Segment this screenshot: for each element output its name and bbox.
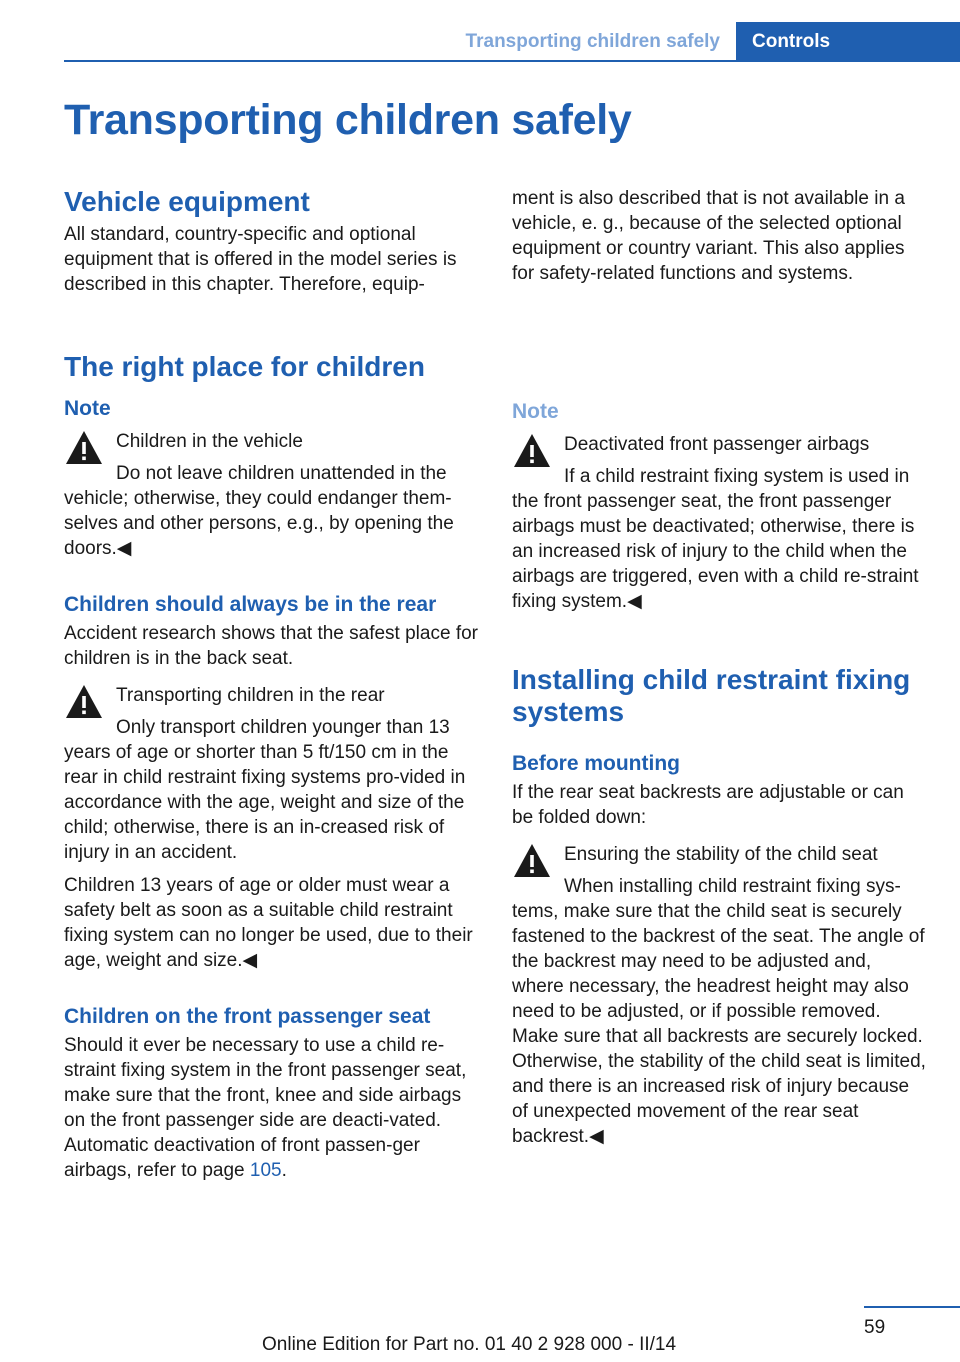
front-seat-text: Should it ever be necessary to use a child re-straint fixing system in the front passenger seat, make sure that the front, knee and side airbags on the front passenger side are deacti-vated. Automatic deactivation of front passen-ger airbags, refer to page 105.: [64, 1035, 467, 1181]
header-chapter-tab: Controls: [736, 22, 960, 62]
warning-triangle-icon: [512, 842, 552, 880]
warning-triangle-icon: [64, 683, 104, 721]
right-place-heading: The right place for children: [64, 351, 425, 382]
front-seat-heading: Children on the front passenger seat: [64, 1005, 431, 1028]
warning-block: [64, 429, 480, 561]
warning-title: Deactivated front passenger airbags: [564, 434, 870, 455]
warning-body: Only transport children younger than 13 years of age or shorter than 5 ft/150 cm in the rear in child restraint fixing systems pro-vided in accordance with the age, weight and size of the child; otherwise, there is an in-creased risk of injury in an accident.: [64, 717, 466, 863]
vehicle-equipment-text: All standard, country-specific and optional equipment that is offered in the model series is described in this chapter. Therefore, equip-: [64, 224, 457, 295]
right-column-lower: [512, 398, 928, 1149]
warning-block: [512, 842, 928, 1149]
edition-footer: Online Edition for Part no. 01 40 2 928 000 - II/14: [262, 1334, 677, 1355]
warning-body: When installing child restraint fixing sys-tems, make sure that the child seat is securely fastened to the backrest of the seat. The angle of the backrest may need to be adjusted and, where necessary, the headrest height may also need to be adjusted, or if possible removed. Make sure that all backrests are securely locked. Otherwise, the stability of the child seat is limited, and there is an increased risk of injury because of unexpected movement of the rear seat backrest.◀: [512, 876, 926, 1147]
warning-title: Children in the vehicle: [116, 431, 303, 452]
before-mounting-heading: Before mounting: [512, 752, 680, 775]
warning-body-continued: Children 13 years of age or older must wear a safety belt as soon as a suitable child restraint fixing system can no longer be used, due to their age, weight and size.◀: [64, 875, 473, 971]
header-rule: [64, 60, 960, 62]
vehicle-equipment-heading: Vehicle equipment: [64, 186, 310, 217]
vehicle-equipment-continued: ment is also described that is not available in a vehicle, e. g., because of the selected optional equipment or country variant. This also applies for safety-related functions and systems.: [512, 188, 905, 284]
before-mounting-text: If the rear seat backrests are adjustable or can be folded down:: [512, 782, 904, 828]
warning-block: [64, 683, 480, 865]
page-reference-link[interactable]: 105: [249, 1160, 282, 1181]
warning-title: Ensuring the stability of the child seat: [564, 844, 878, 865]
header-section-title: Transporting children safely: [465, 31, 720, 52]
warning-block: [512, 432, 928, 614]
warning-body: Do not leave children unattended in the vehicle; otherwise, they could endanger them-selves and other persons, e.g., by opening the doors.◀: [64, 463, 454, 559]
note-label: Note: [64, 397, 111, 420]
page-number: 59: [864, 1317, 886, 1338]
page-title: Transporting children safely: [64, 96, 632, 144]
footer-rule: [864, 1306, 960, 1308]
rear-text: Accident research shows that the safest place for children is in the back seat.: [64, 623, 478, 669]
note-label: Note: [512, 400, 559, 423]
warning-title: Transporting children in the rear: [116, 685, 385, 706]
left-column: [64, 186, 480, 1183]
rear-heading: Children should always be in the rear: [64, 593, 437, 616]
warning-body: If a child restraint fixing system is used in the front passenger seat, the front passenger airbags must be deactivated; otherwise, there is an increased risk of injury to the child when the airbags are triggered, even with a child re-straint fixing system.◀: [512, 466, 919, 612]
installing-heading: Installing child restraint fixing systems: [512, 664, 911, 727]
right-column: [512, 186, 928, 286]
warning-triangle-icon: [512, 432, 552, 470]
warning-triangle-icon: [64, 429, 104, 467]
